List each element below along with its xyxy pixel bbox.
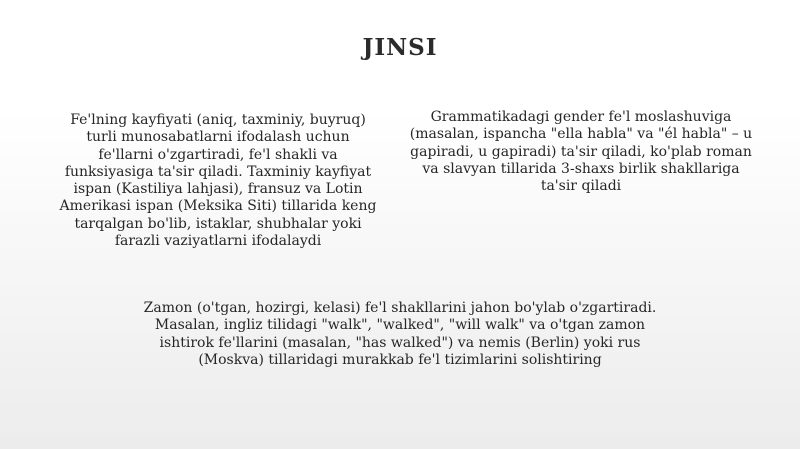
bottom-paragraph xyxy=(110,300,690,369)
paragraph-line: ishtirok fe'llarini (masalan, "has walked") va nemis (Berlin) yoki rus xyxy=(159,334,641,351)
paragraph-line: (Moskva) tillaridagi murakkab fe'l tizimlarini solishtiring xyxy=(198,351,602,368)
paragraph-line: (masalan, ispancha "ella habla" va "él habla" – u xyxy=(409,126,753,143)
paragraph-line: fe'llarni o'zgartiradi, fe'l shakli va xyxy=(98,146,338,163)
paragraph-line: Grammatikadagi gender fe'l moslashuviga xyxy=(430,109,732,125)
paragraph-line: farazli vaziyatlarni ifodalaydi xyxy=(114,233,322,250)
paragraph-line: Zamon (o'tgan, hozirgi, kelasi) fe'l shakllarini jahon bo'ylab o'zgartiradi. xyxy=(143,300,657,316)
paragraph-line: ispan (Kastiliya lahjasi), fransuz va Lotin xyxy=(73,181,363,198)
left-paragraph xyxy=(48,112,388,250)
paragraph-line: turli munosabatlarni ifodalash uchun xyxy=(86,129,350,146)
paragraph-line: Amerikasi ispan (Meksika Siti) tillarida keng xyxy=(59,198,377,215)
right-paragraph xyxy=(402,109,760,195)
paragraph-line: va slavyan tillarida 3-shaxs birlik shakllariga xyxy=(422,160,740,177)
paragraph-line: ta'sir qiladi xyxy=(540,178,622,195)
paragraph-line: Masalan, ingliz tilidagi "walk", "walked", "will walk" va o'tgan zamon xyxy=(154,317,646,334)
slide-title: JINSI xyxy=(362,34,438,61)
paragraph-line: funksiyasiga ta'sir qiladi. Taxminiy kayfiyat xyxy=(64,163,372,180)
paragraph-line: Fe'lning kayfiyati (aniq, taxminiy, buyruq) xyxy=(70,112,366,128)
paragraph-line: tarqalgan bo'lib, istaklar, shubhalar yoki xyxy=(74,215,362,232)
paragraph-line: gapiradi, u gapiradi) ta'sir qiladi, ko'plab roman xyxy=(410,143,752,160)
